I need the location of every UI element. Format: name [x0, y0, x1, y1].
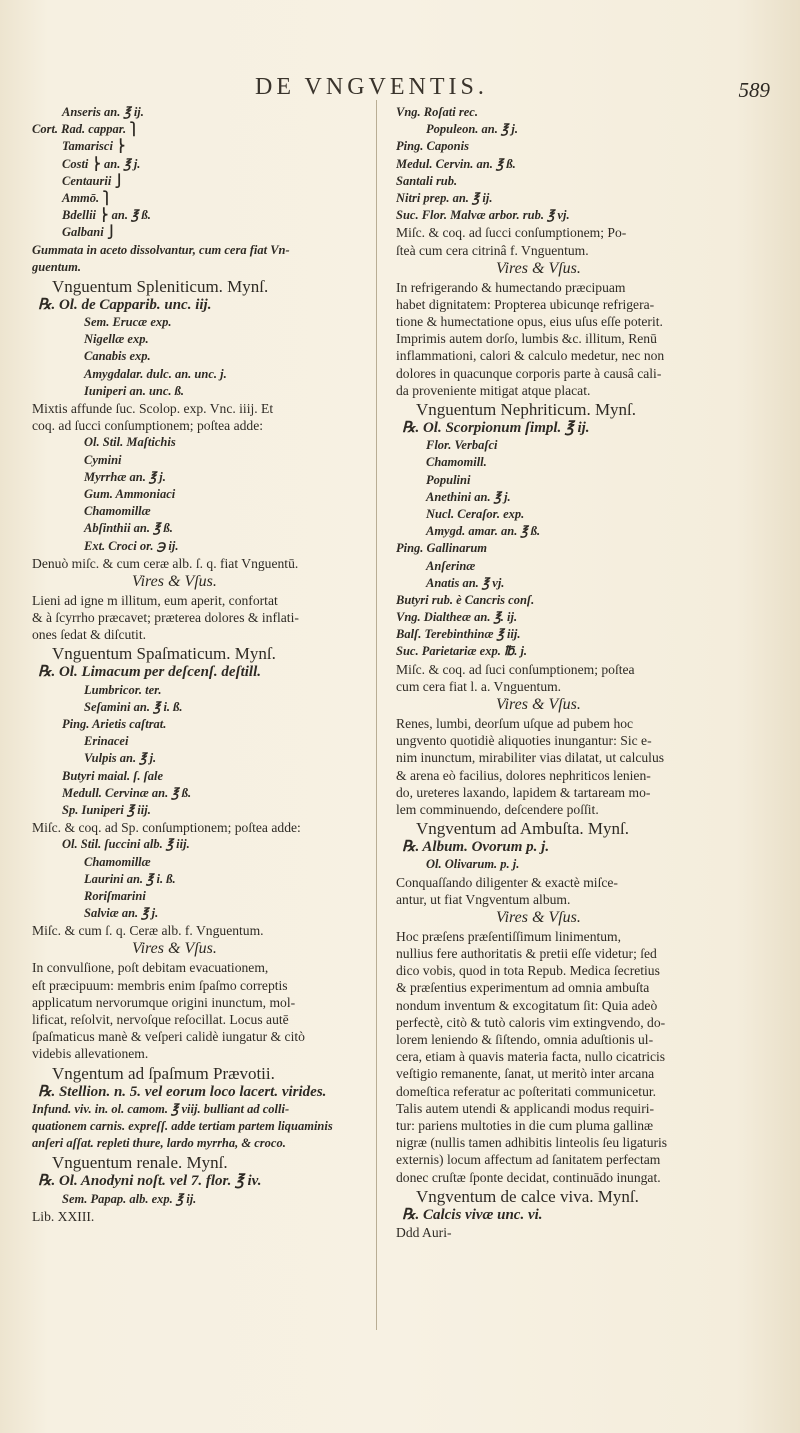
text-line: Lumbricor. ter. [84, 682, 162, 697]
text-line: Ping. Arietis caſtrat. [62, 717, 167, 731]
section-subheading: Vires & Vſus. [132, 940, 217, 958]
text-line: Anſerinæ [426, 558, 476, 573]
text-line: Ping. Caponis [396, 139, 469, 154]
recipe-heading: Vngentum ad ſpaſmum Prævotii. [52, 1063, 275, 1083]
text-line: cum cera fiat l. a. Vnguentum. [396, 678, 562, 694]
text-line: ungvento quotidiè aliquoties inungantur: Sic e- [396, 733, 652, 749]
text-line: ſteà cum cera citrinâ f. Vnguentum. [396, 242, 589, 258]
text-line: Imprimis autem dorſo, lumbis &c. illitum, Renū [396, 331, 657, 347]
section-subheading: Vires & Vſus. [496, 259, 581, 277]
page-header [0, 74, 800, 104]
section-subheading: Vires & Vſus. [496, 696, 581, 713]
text-line: Infund. viv. in. ol. camom. ℥ viij. bulliant ad colli- [32, 1101, 290, 1116]
text-line: externis) locum affectum ad ſanitatem perfectam [396, 1152, 661, 1168]
text-line: Mixtis affunde ſuc. Scolop. exp. Vnc. iiij. Et [32, 401, 274, 416]
text-line: Gum. Ammoniaci [84, 486, 176, 501]
text-line: Erinacei [84, 734, 129, 749]
text-line: Balſ. Terebinthinæ ℥ iij. [396, 627, 521, 642]
text-line: Ol. Stil. ſuccini alb. ℥ iij. [62, 837, 190, 852]
text-line: applicatum nervorumque origini inunctum, mol- [32, 994, 296, 1010]
text-line: Bdellii ⎬ an. ℥ ß. [62, 208, 151, 223]
text-line: Roriſmarini [84, 888, 146, 903]
text-line: Ol. Olivarum. p. j. [426, 857, 520, 872]
section-subheading: Vires & Vſus. [132, 572, 217, 590]
text-line: eſt præcipuum: membris enim ſpaſmo correptis [32, 977, 288, 993]
text-line: Anethini an. ℥ j. [426, 489, 511, 504]
text-line: Populini [426, 472, 471, 487]
recipe-heading: Vnguentum Spaſmaticum. Mynſ. [52, 644, 276, 664]
right-column [396, 104, 764, 1241]
text-line: nondum inventum & excogitatum ſit: Quia adeò [396, 997, 658, 1013]
text-line: Ping. Gallinarum [396, 541, 487, 556]
text-line: Tamarisci ⎬ [62, 139, 126, 154]
text-line: tur: pariens multoties in die cum pluma gallinæ [396, 1117, 654, 1133]
text-line: ℞. Ol. Scorpionum ſimpl. ℥ ij. [402, 420, 590, 436]
text-line: Abſinthii an. ℥ ß. [84, 521, 173, 536]
text-line: guentum. [32, 259, 81, 274]
text-line: Galbani ⎭ [62, 225, 117, 240]
text-line: nullius fere authoritatis & pretii eſſe videtur; ſed [396, 946, 657, 962]
text-line: & à ſcyrrho præcavet; præterea dolores & inflati- [32, 610, 299, 626]
text-line: ſpaſmaticus manè & veſperi calidè iungatur & citò [32, 1029, 305, 1045]
text-line: Conquaſſando diligenter & exactè miſce- [396, 874, 618, 890]
text-line: Suc. Parietariæ exp. ℔. j. [396, 644, 528, 659]
text-line: donec cruſtæ ſponte decidat, continuādo inungat. [396, 1169, 661, 1185]
text-line: videbis allevationem. [32, 1046, 149, 1062]
recipe-heading: Vnguentum Nephriticum. Mynſ. [416, 400, 637, 419]
text-line: Nucl. Ceraſor. exp. [426, 506, 525, 521]
text-line: Populeon. an. ℥ j. [426, 122, 518, 137]
text-line: ℞. Album. Ovorum p. j. [402, 839, 550, 856]
text-line: ones ſedat & diſcutit. [32, 627, 147, 643]
text-line: ℞. Calcis vivæ unc. vi. [402, 1206, 543, 1223]
text-line: habet dignitatem: Propterea ubicunqe refrigera- [396, 296, 655, 312]
text-line: Butyri rub. è Cancris conſ. [396, 592, 535, 607]
text-line: Miſc. & coq. ad Sp. conſumptionem; poſtea adde: [32, 820, 301, 836]
text-line: quationem carnis. expreſſ. adde tertiam partem liquaminis [32, 1118, 333, 1133]
text-line: Ammō. ⎫ [62, 190, 112, 205]
text-line: ℞. Ol. Limacum per deſcenſ. deſtill. [38, 664, 261, 681]
text-line: Miſc. & coq. ad ſuci conſumptionem; poſtea [396, 661, 635, 677]
text-line: & præſentius experimentum ad omnia ambuſta [396, 980, 650, 996]
text-line: inflammationi, calori & calculo medetur, nec non [396, 348, 665, 364]
section-subheading: Vires & Vſus. [496, 908, 581, 926]
recipe-heading: Vnguentum Spleniticum. Mynſ. [52, 276, 269, 296]
text-line: dico vobis, quod in tota Repub. Medica ſecretius [396, 963, 660, 979]
text-line: Talis autem utendi & applicandi modus requiri- [396, 1100, 655, 1116]
text-line: Centaurii ⎭ [62, 173, 124, 188]
text-line: Ddd Auri- [396, 1224, 452, 1240]
text-line: tione & humectatione opus, eius uſus eſſe poterit. [396, 314, 663, 330]
text-line: domeſtica referatur ac poſteritati communicetur. [396, 1083, 657, 1099]
recipe-heading: Vnguentum renale. Mynſ. [52, 1153, 228, 1173]
text-line: Cymini [84, 452, 122, 467]
text-line: Nigellæ exp. [84, 332, 149, 347]
text-line: In convulſione, poſt debitam evacuationem, [32, 960, 269, 976]
text-line: lificat, reſolvit, nervoſque reſocillat. Locus autē [32, 1012, 289, 1027]
text-line: do, ureteres laxando, lapidem & tartaream mo- [396, 784, 651, 800]
text-line: Miſc. & cum ſ. q. Ceræ alb. f. Vnguentum. [32, 923, 264, 939]
left-column [32, 104, 364, 1225]
text-line: ℞. Ol. Anodyni noſt. vel 7. flor. ℥ iv. [38, 1173, 262, 1190]
text-line: Sp. Iuniperi ℥ iij. [62, 802, 151, 817]
text-line: dolores in quacunque corporis parte à causâ cali- [396, 365, 662, 381]
text-line: Chamomillæ [84, 854, 151, 869]
text-line: & arena eò facilius, dolores nephriticos lenien- [396, 767, 651, 783]
text-line: lem comminuendo, deſcendere poſſit. [396, 801, 599, 817]
text-line: Ol. Stil. Maſtichis [84, 435, 176, 450]
text-line: lorem leniendo & ſiſtendo, omnia aduſtionis ul- [396, 1032, 654, 1047]
text-line: Miſc. & coq. ad ſucci conſumptionem; Po- [396, 225, 627, 241]
text-line: Canabis exp. [84, 349, 151, 364]
text-line: ℞. Stellion. n. 5. vel eorum loco lacert. virides. [38, 1083, 327, 1100]
text-line: Costi ⎬ an. ℥ j. [62, 156, 141, 171]
text-line: antur, ut fiat Vngventum album. [396, 891, 571, 907]
text-line: ℞. Ol. de Capparib. unc. iij. [38, 296, 212, 313]
text-line: Chamomillæ [84, 504, 151, 519]
text-line: Vng. Roſati rec. [396, 105, 478, 119]
text-line: Ext. Croci or. ℈ ij. [84, 538, 179, 553]
text-line: Gummata in aceto dissolvantur, cum cera fiat Vn- [32, 242, 290, 257]
text-line: In refrigerando & humectando præcipuam [396, 279, 626, 295]
text-line: coq. ad ſucci conſumptionem; poſtea adde: [32, 418, 264, 434]
text-line: Nitri prep. an. ℥ ij. [396, 190, 493, 205]
page-number: 589 [738, 78, 770, 102]
text-line: Cort. Rad. cappar. ⎫ [32, 122, 139, 137]
text-line: Iuniperi an. unc. ß. [84, 383, 185, 398]
text-line: cera, etiam à quavis materia facta, nullo cicatricis [396, 1049, 666, 1065]
text-line: Lib. XXIII. [32, 1208, 95, 1224]
text-line: Laurini an. ℥ i. ß. [84, 871, 176, 886]
text-line: Anatis an. ℥ vj. [426, 575, 505, 590]
text-line: nim inunctum, mirabiliter vias dilatat, ut calculus [396, 750, 665, 766]
text-line: Chamomill. [426, 455, 487, 470]
text-line: da proveniente mitigat atque placat. [396, 382, 591, 398]
text-line: Vulpis an. ℥ j. [84, 751, 157, 766]
column-divider [376, 100, 377, 1330]
text-line: Sem. Papap. alb. exp. ℥ ij. [62, 1191, 197, 1206]
text-line: Medul. Cervin. an. ℥ ß. [396, 156, 516, 171]
text-line: Denuò miſc. & cum ceræ alb. ſ. q. fiat Vnguentū. [32, 555, 299, 571]
text-line: Suc. Flor. Malvæ arbor. rub. ℥ vj. [396, 208, 570, 223]
text-line: Medull. Cervinæ an. ℥ ß. [62, 785, 192, 800]
text-line: Myrrhæ an. ℥ j. [84, 469, 166, 484]
recipe-heading: Vngventum ad Ambuſta. Mynſ. [416, 819, 629, 839]
text-line: Renes, lumbi, deorſum uſque ad pubem hoc [396, 716, 634, 731]
text-line: Vng. Dialtheæ an. ℥. ij. [396, 610, 518, 625]
text-line: Lieni ad igne m illitum, eum aperit, confortat [32, 592, 278, 608]
text-line: Butyri maial. ſ. ſale [62, 768, 164, 783]
text-line: Hoc præſens præſentiſſimum linimentum, [396, 928, 622, 944]
text-line: Anseris an. ℥ ij. [62, 105, 144, 119]
running-title: DE VNGVENTIS. [255, 74, 488, 100]
text-line: Amygdalar. dulc. an. unc. j. [84, 366, 227, 381]
recipe-heading: Vngventum de calce viva. Mynſ. [416, 1186, 639, 1206]
text-line: Santali rub. [396, 173, 458, 188]
text-line: veſtigio remanente, ſanat, ut meritò inter arcana [396, 1066, 655, 1082]
text-line: Seſamini an. ℥ i. ß. [84, 699, 183, 714]
text-line: nigræ (nullis tamen adhibitis linteolis ſeu ligaturis [396, 1135, 668, 1151]
text-line: anſeri aſſat. repleti thure, lardo myrrha, & croco. [32, 1136, 286, 1151]
text-line: Flor. Verbaſci [426, 438, 498, 453]
text-line: Amygd. amar. an. ℥ ß. [426, 524, 541, 539]
text-line: perfectè, citò & tutò caloris vim extingvendo, do- [396, 1014, 666, 1030]
text-line: Salviæ an. ℥ j. [84, 906, 159, 921]
text-line: Sem. Erucæ exp. [84, 315, 172, 330]
